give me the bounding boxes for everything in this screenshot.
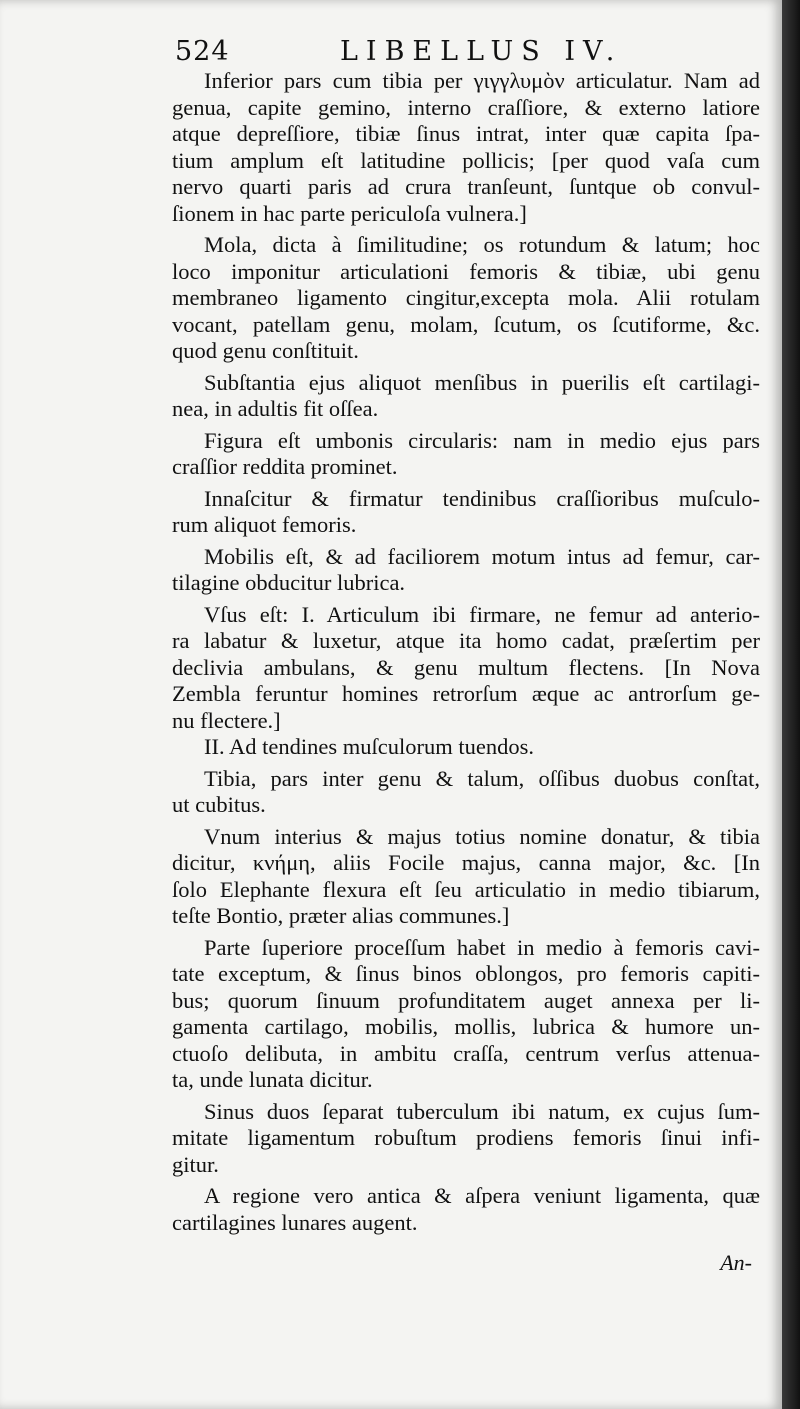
text-line: genua, capite gemino, interno craſſiore, & externo latiore [172, 94, 760, 120]
text-line: Parte ſuperiore proceſſum habet in medio à femoris cavi- [204, 934, 760, 960]
text-line: loco imponitur articulationi femoris & tibiæ, ubi genu [172, 258, 760, 284]
text-line: nervo quarti paris ad crura tranſeunt, ſuntque ob convul- [172, 174, 760, 199]
text-line: Mola, dicta à ſimilitudine; os rotundum & latum; hoc [204, 232, 760, 257]
text-line: teſte Bontio, præter alias communes.] [172, 903, 510, 928]
text-line: craſſior reddita prominet. [172, 454, 398, 479]
text-line: quod genu conſtituit. [172, 338, 359, 363]
text-line: Mobilis eſt, & ad faciliorem motum intus ad femur, car- [204, 543, 760, 569]
text-line: tate exceptum, & ſinus binos oblongos, pro femoris capiti- [172, 961, 760, 986]
text-line: membraneo ligamento cingitur,excepta mola. Alii rotulam [172, 285, 760, 310]
text-line: Zembla feruntur homines retrorſum æque ac antrorſum ge- [172, 681, 760, 706]
text-line: ta, unde lunata dicitur. [172, 1067, 373, 1092]
text-line: tium amplum eſt latitudine pollicis; [per quod vaſa cum [172, 147, 760, 173]
page-spine-shadow [782, 0, 800, 1409]
text-line: bus; quorum ſinuum profunditatem auget annexa per li- [172, 987, 760, 1013]
text-line: mitate ligamentum robuſtum prodiens femoris ſinui infi- [172, 1125, 760, 1150]
text-line: tilagine obducitur lubrica. [172, 570, 406, 595]
text-line: Vnum interius & majus totius nomine donatur, & tibia [204, 823, 760, 849]
text-line: dicitur, κνήμη, aliis Focile majus, canna major, &c. [In [172, 850, 760, 875]
text-line: Sinus duos ſeparat tuberculum ibi natum, ex cujus ſum- [204, 1098, 760, 1124]
text-line: Tibia, pars inter genu & talum, oſſibus duobus conſtat, [204, 765, 760, 791]
text-line: Vſus eſt: I. Articulum ibi firmare, ne femur ad anterio- [204, 601, 760, 627]
text-line: A regione vero antica & aſpera veniunt ligamenta, quæ [204, 1183, 760, 1208]
text-line: declivia ambulans, & genu multum flectens. [In Nova [172, 654, 760, 680]
text-line: gitur. [172, 1151, 219, 1177]
book-title: LIBELLUS IV. [340, 36, 623, 67]
text-line: ſionem in hac parte periculoſa vulnera.] [172, 200, 527, 226]
text-line: Subſtantia ejus aliquot menſibus in puerilis eſt cartilagi- [204, 369, 760, 395]
text-line: ra labatur & luxetur, atque ita homo cadat, præſertim per [172, 628, 760, 653]
catchword: An- [720, 1250, 752, 1275]
text-line: vocant, patellam genu, molam, ſcutum, os ſcutiforme, &c. [172, 311, 760, 337]
text-line: ſolo Elephante flexura eſt ſeu articulatio in medio tibiarum, [172, 876, 760, 902]
text-line: gamenta cartilago, mobilis, mollis, lubrica & humore un- [172, 1014, 760, 1039]
text-line: ut cubitus. [172, 792, 266, 817]
text-line: ctuoſo delibuta, in ambitu craſſa, centrum verſus attenua- [172, 1040, 760, 1066]
page-number: 524 [175, 36, 230, 67]
text-line: Innaſcitur & firmatur tendinibus craſſioribus muſculo- [204, 485, 760, 511]
text-line: II. Ad tendines muſculorum tuendos. [204, 734, 534, 759]
text-line: nu flectere.] [172, 707, 281, 733]
text-line: atque depreſſiore, tibiæ ſinus intrat, inter quæ capita ſpa- [172, 121, 760, 146]
text-line: Inferior pars cum tibia per γιγγλυμὸν articulatur. Nam ad [204, 68, 760, 93]
text-line: cartilagines lunares augent. [172, 1209, 418, 1235]
body-text [172, 68, 760, 1236]
text-line: Figura eſt umbonis circularis: nam in medio ejus pars [204, 427, 760, 453]
text-line: nea, in adultis fit oſſea. [172, 396, 379, 421]
text-line: rum aliquot femoris. [172, 512, 357, 537]
